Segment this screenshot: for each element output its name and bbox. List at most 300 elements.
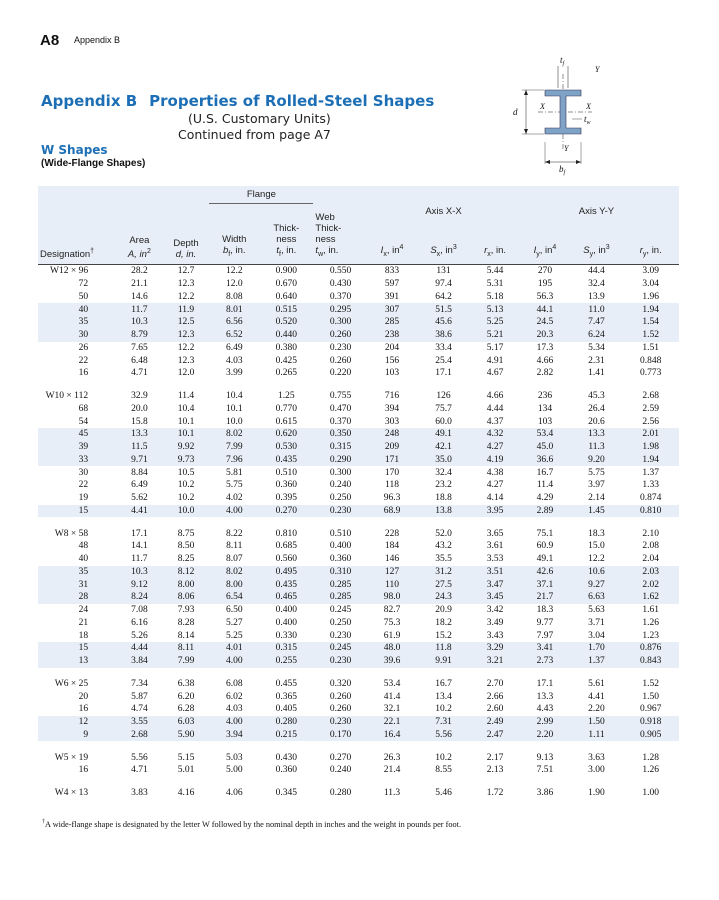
value-cell: 11.4 xyxy=(177,391,195,402)
designation-cell: 39 xyxy=(38,441,116,454)
value-cell: 3.95 xyxy=(471,505,520,518)
designation-cell: 22 xyxy=(78,480,89,491)
table-row xyxy=(38,441,679,454)
value-cell: 5.75 xyxy=(588,467,605,478)
table-body xyxy=(38,265,679,800)
value-cell: 7.97 xyxy=(536,630,554,641)
value-cell: 4.91 xyxy=(486,355,504,366)
value-cell: 8.07 xyxy=(225,554,243,565)
value-cell: 17.1 xyxy=(435,368,452,379)
value-cell: 0.310 xyxy=(313,566,367,579)
value-cell: 1.26 xyxy=(642,617,660,628)
table-row xyxy=(38,329,679,342)
table-row xyxy=(38,505,679,518)
value-cell: 8.00 xyxy=(163,578,210,591)
value-cell: 0.470 xyxy=(329,403,352,414)
value-cell: 24.3 xyxy=(416,591,470,604)
appendix-name: Properties of Rolled-Steel Shapes xyxy=(149,92,435,110)
value-cell: 3.09 xyxy=(642,266,660,277)
value-cell: 4.00 xyxy=(209,505,259,518)
value-cell: 4.38 xyxy=(486,467,504,478)
value-cell: 10.3 xyxy=(116,316,163,329)
table-row xyxy=(38,642,679,655)
value-cell: 68.9 xyxy=(368,505,417,518)
table-row xyxy=(38,540,679,553)
value-cell: 6.54 xyxy=(209,591,259,604)
value-cell: 3.42 xyxy=(486,605,504,616)
value-cell: 4.67 xyxy=(486,368,504,379)
value-cell: 11.3 xyxy=(383,788,401,799)
value-cell: 27.5 xyxy=(416,578,470,591)
value-cell: 1.37 xyxy=(570,655,622,668)
value-cell: 8.02 xyxy=(209,566,259,579)
value-cell: 0.295 xyxy=(313,303,367,316)
value-cell: 23.2 xyxy=(435,480,452,491)
value-cell: 303 xyxy=(384,416,400,427)
designation-header: Designation† xyxy=(38,204,116,265)
value-cell: 16.4 xyxy=(368,729,417,742)
value-cell: 38.6 xyxy=(416,329,470,342)
value-cell: 8.11 xyxy=(226,541,243,552)
value-cell: 2.17 xyxy=(486,752,504,763)
value-cell: 0.240 xyxy=(329,480,352,491)
value-cell: 126 xyxy=(436,391,451,402)
table-row xyxy=(38,578,679,591)
table-row xyxy=(38,367,679,380)
value-cell: 110 xyxy=(368,578,417,591)
web-thickness-header: Web Thick- ness $t_w$, in. xyxy=(313,204,367,265)
axis-xx-header: Axis X-X xyxy=(425,205,462,217)
value-cell: 1.90 xyxy=(588,788,605,799)
table-row xyxy=(38,384,679,403)
value-cell: 0.773 xyxy=(640,368,662,379)
value-cell: 1.25 xyxy=(278,391,295,402)
value-cell: 37.1 xyxy=(519,578,570,591)
value-cell: 42.6 xyxy=(519,566,570,579)
designation-cell: 50 xyxy=(78,291,89,302)
value-cell: 13.3 xyxy=(536,691,554,702)
value-cell: 0.620 xyxy=(259,428,313,441)
value-cell: 3.65 xyxy=(486,528,504,539)
value-cell: 0.265 xyxy=(275,368,297,379)
value-cell: 12.5 xyxy=(163,316,210,329)
designation-cell: 18 xyxy=(78,630,89,641)
designation-cell: 24 xyxy=(78,605,89,616)
value-cell: 8.00 xyxy=(209,578,259,591)
value-cell: 10.4 xyxy=(225,391,243,402)
value-cell: 833 xyxy=(384,266,400,277)
value-cell: 5.25 xyxy=(471,316,520,329)
value-cell: 12.0 xyxy=(177,368,195,379)
value-cell: 16.7 xyxy=(536,467,554,478)
value-cell: 2.60 xyxy=(486,704,504,715)
value-cell: 1.11 xyxy=(570,729,622,742)
value-cell: 0.280 xyxy=(259,716,313,729)
diagram-x-left: X xyxy=(540,102,545,111)
value-cell: 5.56 xyxy=(131,752,148,763)
units-subtitle: (U.S. Customary Units) xyxy=(188,111,331,126)
value-cell: 6.49 xyxy=(131,480,148,491)
value-cell: 20.0 xyxy=(131,403,148,414)
value-cell: 5.18 xyxy=(486,291,504,302)
value-cell: 75.3 xyxy=(383,617,401,628)
value-cell: 98.0 xyxy=(368,591,417,604)
value-cell: 0.260 xyxy=(313,329,367,342)
value-cell: 2.14 xyxy=(588,493,605,504)
value-cell: 4.01 xyxy=(209,642,259,655)
value-cell: 0.876 xyxy=(622,642,679,655)
value-cell: 0.320 xyxy=(329,678,352,689)
diagram-y-top: Y xyxy=(595,65,600,74)
value-cell: 32.4 xyxy=(435,467,452,478)
value-cell: 8.06 xyxy=(163,591,210,604)
value-cell: 28.2 xyxy=(131,266,148,277)
value-cell: 4.43 xyxy=(536,704,554,715)
designation-cell: W6 × 25 xyxy=(54,678,89,689)
value-cell: 3.71 xyxy=(588,617,605,628)
value-cell: 0.967 xyxy=(640,704,662,715)
value-cell: 2.68 xyxy=(116,729,163,742)
value-cell: 0.250 xyxy=(329,493,352,504)
designation-cell: 21 xyxy=(78,617,89,628)
value-cell: 0.640 xyxy=(275,291,297,302)
value-cell: 0.360 xyxy=(275,765,297,776)
value-cell: 270 xyxy=(537,266,553,277)
value-cell: 12.2 xyxy=(588,554,605,565)
value-cell: 3.29 xyxy=(471,642,520,655)
value-cell: 3.61 xyxy=(486,541,504,552)
rx-header: $r_x$, in. xyxy=(471,204,520,265)
designation-cell: W12 × 96 xyxy=(50,266,89,277)
table-row xyxy=(38,591,679,604)
value-cell: 12.3 xyxy=(177,355,195,366)
value-cell: 60.0 xyxy=(435,416,452,427)
value-cell: 10.1 xyxy=(177,416,195,427)
value-cell: 8.24 xyxy=(116,591,163,604)
value-cell: 3.51 xyxy=(471,566,520,579)
designation-cell: 40 xyxy=(78,554,89,565)
value-cell: 8.08 xyxy=(225,291,243,302)
value-cell: 5.17 xyxy=(486,342,504,353)
value-cell: 82.7 xyxy=(383,605,401,616)
value-cell: 9.20 xyxy=(570,454,622,467)
value-cell: 8.79 xyxy=(116,329,163,342)
value-cell: 12.0 xyxy=(225,279,243,290)
value-cell: 21.4 xyxy=(383,765,401,776)
value-cell: 12.3 xyxy=(177,279,195,290)
value-cell: 236 xyxy=(537,391,553,402)
value-cell: 170 xyxy=(384,467,400,478)
value-cell: 209 xyxy=(368,441,417,454)
value-cell: 10.6 xyxy=(570,566,622,579)
value-cell: 0.285 xyxy=(313,578,367,591)
table-row xyxy=(38,690,679,703)
table-row xyxy=(38,278,679,291)
table-row xyxy=(38,745,679,764)
value-cell: 0.315 xyxy=(259,642,313,655)
value-cell: 0.520 xyxy=(259,316,313,329)
value-cell: 0.330 xyxy=(275,630,297,641)
value-cell: 20.9 xyxy=(435,605,452,616)
value-cell: 3.99 xyxy=(225,368,243,379)
appendix-label: Appendix B xyxy=(41,92,138,110)
value-cell: 1.33 xyxy=(642,480,660,491)
value-cell: 0.685 xyxy=(275,541,297,552)
value-cell: 3.86 xyxy=(536,788,554,799)
value-cell: 228 xyxy=(384,528,400,539)
value-cell: 10.4 xyxy=(177,403,195,414)
value-cell: 0.360 xyxy=(329,554,352,565)
page-title xyxy=(41,92,434,110)
value-cell: 4.66 xyxy=(486,391,504,402)
page-number: A8 xyxy=(40,32,60,49)
value-cell: 184 xyxy=(384,541,400,552)
table-row xyxy=(38,781,679,800)
value-cell: 2.66 xyxy=(486,691,504,702)
w-shape-diagram xyxy=(500,52,610,177)
diagram-x-right: X xyxy=(586,102,591,111)
value-cell: 4.71 xyxy=(131,368,148,379)
value-cell: 0.370 xyxy=(329,291,352,302)
value-cell: 9.71 xyxy=(116,454,163,467)
value-cell: 16.7 xyxy=(435,678,452,689)
value-cell: 53.4 xyxy=(383,678,401,689)
designation-cell: 33 xyxy=(38,454,116,467)
value-cell: 11.3 xyxy=(570,441,622,454)
value-cell: 12.2 xyxy=(225,266,243,277)
value-cell: 10.0 xyxy=(163,505,210,518)
value-cell: 11.5 xyxy=(116,441,163,454)
value-cell: 1.37 xyxy=(642,467,660,478)
flange-thickness-header: Thick- ness $t_f$, in. xyxy=(259,204,313,265)
value-cell: 0.550 xyxy=(329,266,352,277)
designation-cell: 12 xyxy=(38,716,116,729)
value-cell: 11.8 xyxy=(416,642,470,655)
value-cell: 31.2 xyxy=(416,566,470,579)
value-cell: 3.00 xyxy=(588,765,605,776)
value-cell: 2.02 xyxy=(622,578,679,591)
value-cell: 118 xyxy=(385,480,399,491)
value-cell: 5.21 xyxy=(471,329,520,342)
value-cell: 0.770 xyxy=(275,403,297,414)
value-cell: 45.0 xyxy=(519,441,570,454)
value-cell: 0.240 xyxy=(329,765,352,776)
value-cell: 11.4 xyxy=(536,480,554,491)
value-cell: 6.56 xyxy=(209,316,259,329)
value-cell: 44.1 xyxy=(519,303,570,316)
value-cell: 48.0 xyxy=(368,642,417,655)
value-cell: 25.4 xyxy=(435,355,452,366)
value-cell: 15.2 xyxy=(435,630,452,641)
value-cell: 2.47 xyxy=(471,729,520,742)
value-cell: 0.315 xyxy=(313,441,367,454)
value-cell: 13.9 xyxy=(588,291,605,302)
value-cell: 0.345 xyxy=(275,788,297,799)
value-cell: 9.73 xyxy=(163,454,210,467)
value-cell: 8.28 xyxy=(177,617,195,628)
value-cell: 3.94 xyxy=(209,729,259,742)
value-cell: 3.97 xyxy=(588,480,605,491)
value-cell: 0.430 xyxy=(275,752,297,763)
value-cell: 307 xyxy=(368,303,417,316)
value-cell: 9.92 xyxy=(163,441,210,454)
value-cell: 1.50 xyxy=(570,716,622,729)
value-cell: 7.65 xyxy=(131,342,148,353)
ry-header: $r_y$, in. xyxy=(622,204,679,265)
value-cell: 0.255 xyxy=(259,655,313,668)
value-cell: 5.34 xyxy=(588,342,605,353)
value-cell: 13.4 xyxy=(435,691,452,702)
value-cell: 8.84 xyxy=(131,467,148,478)
value-cell: 171 xyxy=(368,454,417,467)
value-cell: 3.04 xyxy=(588,630,605,641)
value-cell: 3.84 xyxy=(116,655,163,668)
designation-cell: 19 xyxy=(78,493,89,504)
designation-cell: 16 xyxy=(78,704,89,715)
value-cell: 1.00 xyxy=(642,788,660,799)
value-cell: 64.2 xyxy=(435,291,452,302)
designation-cell: 48 xyxy=(78,541,89,552)
value-cell: 44.4 xyxy=(588,266,605,277)
value-cell: 0.300 xyxy=(329,467,352,478)
value-cell: 7.51 xyxy=(536,765,554,776)
table-row xyxy=(38,454,679,467)
table-row xyxy=(38,342,679,355)
value-cell: 36.6 xyxy=(519,454,570,467)
value-cell: 1.54 xyxy=(622,316,679,329)
value-cell: 14.1 xyxy=(131,541,148,552)
value-cell: 15.0 xyxy=(588,541,605,552)
value-cell: 9.13 xyxy=(536,752,554,763)
designation-cell: 45 xyxy=(38,428,116,441)
ix-header: $I_x$, $in^4$ xyxy=(368,204,417,265)
value-cell: 0.560 xyxy=(275,554,297,565)
value-cell: 0.465 xyxy=(259,591,313,604)
value-cell: 0.810 xyxy=(275,528,297,539)
value-cell: 2.73 xyxy=(519,655,570,668)
value-cell: 0.510 xyxy=(329,528,352,539)
value-cell: 13.3 xyxy=(116,428,163,441)
section-subtitle: (Wide-Flange Shapes) xyxy=(41,158,146,169)
value-cell: 0.440 xyxy=(259,329,313,342)
value-cell: 4.29 xyxy=(536,493,554,504)
value-cell: 0.260 xyxy=(329,691,352,702)
value-cell: 4.71 xyxy=(131,765,148,776)
value-cell: 1.72 xyxy=(486,788,504,799)
value-cell: 26.4 xyxy=(588,403,605,414)
value-cell: 60.9 xyxy=(536,541,554,552)
table-row xyxy=(38,764,679,777)
value-cell: 4.44 xyxy=(116,642,163,655)
value-cell: 8.50 xyxy=(177,541,195,552)
value-cell: 33.4 xyxy=(435,342,452,353)
designation-cell: 30 xyxy=(78,467,89,478)
value-cell: 5.15 xyxy=(177,752,195,763)
value-cell: 1.94 xyxy=(622,303,679,316)
designation-cell: 22 xyxy=(78,355,89,366)
value-cell: 2.59 xyxy=(642,403,660,414)
value-cell: 146 xyxy=(384,554,400,565)
value-cell: 49.1 xyxy=(536,554,554,565)
diagram-y-bottom: Y xyxy=(564,144,569,153)
value-cell: 4.03 xyxy=(225,355,243,366)
value-cell: 285 xyxy=(368,316,417,329)
value-cell: 5.01 xyxy=(177,765,195,776)
value-cell: 6.20 xyxy=(177,691,195,702)
table-row xyxy=(38,521,679,540)
value-cell: 9.91 xyxy=(416,655,470,668)
value-cell: 3.49 xyxy=(486,617,504,628)
value-cell: 4.66 xyxy=(536,355,554,366)
diagram-bf-label: $b_f$ xyxy=(559,164,566,176)
value-cell: 1.96 xyxy=(642,291,660,302)
value-cell: 5.87 xyxy=(131,691,148,702)
value-cell: 1.52 xyxy=(622,329,679,342)
value-cell: 18.3 xyxy=(536,605,554,616)
table-row xyxy=(38,629,679,642)
value-cell: 42.1 xyxy=(416,441,470,454)
value-cell: 0.230 xyxy=(313,716,367,729)
value-cell: 45.3 xyxy=(588,391,605,402)
value-cell: 0.900 xyxy=(275,266,297,277)
value-cell: 10.5 xyxy=(177,467,195,478)
value-cell: 4.44 xyxy=(486,403,504,414)
value-cell: 0.250 xyxy=(329,617,352,628)
value-cell: 0.230 xyxy=(329,342,352,353)
table-row xyxy=(38,553,679,566)
value-cell: 10.1 xyxy=(163,428,210,441)
value-cell: 9.27 xyxy=(570,578,622,591)
value-cell: 75.7 xyxy=(435,403,452,414)
value-cell: 4.03 xyxy=(225,704,243,715)
value-cell: 0.350 xyxy=(313,428,367,441)
table-row xyxy=(38,466,679,479)
value-cell: 17.3 xyxy=(536,342,554,353)
value-cell: 0.495 xyxy=(259,566,313,579)
value-cell: 21.1 xyxy=(131,279,148,290)
value-cell: 248 xyxy=(368,428,417,441)
value-cell: 10.0 xyxy=(225,416,243,427)
designation-cell: 30 xyxy=(38,329,116,342)
value-cell: 1.62 xyxy=(622,591,679,604)
value-cell: 2.03 xyxy=(622,566,679,579)
value-cell: 43.2 xyxy=(435,541,452,552)
value-cell: 2.68 xyxy=(642,391,660,402)
value-cell: 7.93 xyxy=(177,605,195,616)
value-cell: 1.94 xyxy=(622,454,679,467)
designation-cell: W10 × 112 xyxy=(45,391,89,402)
designation-cell: 16 xyxy=(78,368,89,379)
value-cell: 3.63 xyxy=(588,752,605,763)
value-cell: 7.08 xyxy=(131,605,148,616)
value-cell: 2.10 xyxy=(642,528,660,539)
value-cell: 1.52 xyxy=(642,678,660,689)
value-cell: 11.9 xyxy=(163,303,210,316)
value-cell: 0.400 xyxy=(275,605,297,616)
value-cell: 26.3 xyxy=(383,752,401,763)
value-cell: 12.3 xyxy=(163,329,210,342)
value-cell: 5.46 xyxy=(435,788,452,799)
value-cell: 0.270 xyxy=(329,752,352,763)
value-cell: 0.530 xyxy=(259,441,313,454)
depth-header: Depth d, in. xyxy=(163,204,210,265)
value-cell: 156 xyxy=(384,355,400,366)
value-cell: 4.14 xyxy=(486,493,504,504)
value-cell: 5.25 xyxy=(225,630,243,641)
value-cell: 5.56 xyxy=(416,729,470,742)
value-cell: 32.4 xyxy=(588,279,605,290)
value-cell: 5.26 xyxy=(131,630,148,641)
